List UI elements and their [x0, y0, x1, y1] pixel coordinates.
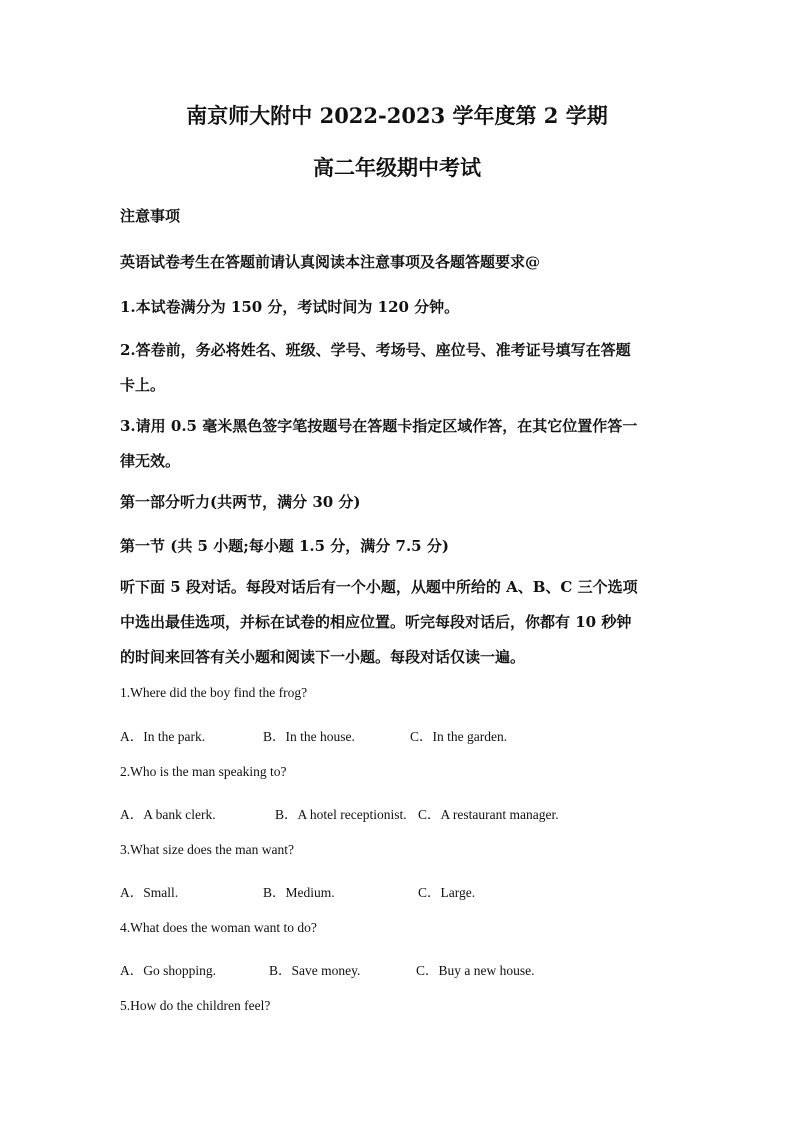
notice-item-1: 1.本试卷满分为 150 分，考试时间为 120 分钟。 — [120, 298, 460, 316]
notice-item-2-line1: 2.答卷前，务必将姓名、班级、学号、考场号、座位号、准考证号填写在答题 — [120, 341, 631, 359]
question-1-option-c: C．In the garden. — [410, 729, 508, 744]
question-2-option-c: C．A restaurant manager. — [418, 807, 559, 822]
question-3-stem: 3.What size does the man want? — [120, 842, 294, 857]
question-4-stem: 4.What does the woman want to do? — [120, 920, 317, 935]
question-1-option-a: A．In the park. — [120, 729, 206, 744]
notice-item-3-line1: 3.请用 0.5 毫米黑色签字笔按题号在答题卡指定区域作答，在其它位置作答一 — [120, 417, 638, 435]
notice-intro: 英语试卷考生在答题前请认真阅读本注意事项及各题答题要求@ — [120, 253, 541, 271]
notice-heading: 注意事项 — [120, 207, 181, 225]
section1-instructions — [120, 570, 680, 675]
question-3-option-a: A．Small. — [120, 885, 179, 900]
instructions-line3: 的时间来回答有关小题和阅读下一小题。每段对话仅读一遍。 — [120, 648, 526, 666]
exam-title-grade: 高二年级期中考试 — [313, 155, 481, 180]
notice-item-3-line2: 律无效。 — [120, 452, 181, 470]
question-3-option-c: C．Large. — [418, 885, 476, 900]
section1-heading: 第一节 (共 5 小题;每小题 1.5 分，满分 7.5 分) — [120, 537, 449, 555]
notice-item-3 — [120, 409, 680, 479]
question-4-option-b: B．Save money. — [269, 963, 361, 978]
question-4-option-c: C．Buy a new house. — [416, 963, 535, 978]
question-1-option-b: B．In the house. — [263, 729, 355, 744]
notice-item-2 — [120, 333, 680, 403]
question-3-option-b: B．Medium. — [263, 885, 335, 900]
part1-heading: 第一部分听力(共两节，满分 30 分) — [120, 493, 361, 511]
instructions-line1: 听下面 5 段对话。每段对话后有一个小题，从题中所给的 A、B、C 三个选项 — [120, 578, 638, 596]
exam-title-school: 南京师大附中 2022-2023 学年度第 2 学期 — [186, 103, 608, 128]
question-2-option-a: A．A bank clerk. — [120, 807, 216, 822]
question-1-stem: 1.Where did the boy find the frog? — [120, 685, 308, 700]
question-4-option-a: A．Go shopping. — [120, 963, 217, 978]
question-2-option-b: B．A hotel receptionist. — [275, 807, 407, 822]
notice-item-2-line2: 卡上。 — [120, 376, 166, 394]
instructions-line2: 中选出最佳选项，并标在试卷的相应位置。听完每段对话后，你都有 10 秒钟 — [120, 613, 632, 631]
question-5-stem: 5.How do the children feel? — [120, 998, 271, 1013]
question-2-stem: 2.Who is the man speaking to? — [120, 764, 287, 779]
